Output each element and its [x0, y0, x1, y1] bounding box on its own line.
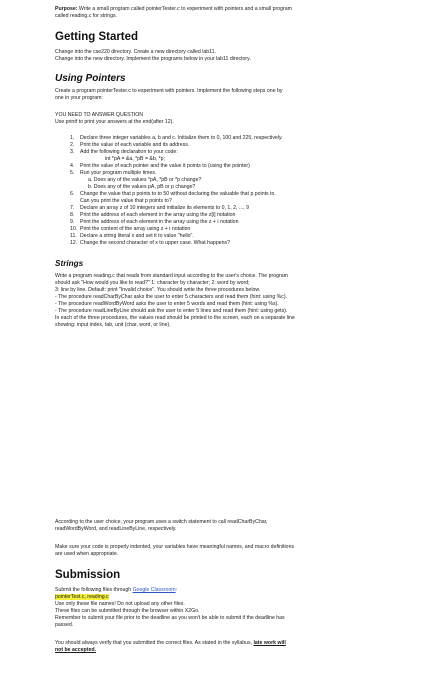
submission-rule-1: Use only these file names! Do not upload any other files. — [55, 601, 185, 607]
strings-line-3: 3: line by line. Default: print "Invalid choice". You should write the three procedures below. — [55, 287, 261, 293]
step-8: 8. Print the address of each element in the array using the z[i] notation — [70, 212, 236, 218]
submission-rule-2: These files can be submitted through the browser within X2Go. — [55, 608, 200, 614]
printf-instruction-line: Use printf to print your answers at the end(after 12). — [55, 119, 174, 125]
step-3: 3. Add the following declaration to your code: — [70, 149, 178, 155]
purpose-label: Purpose: — [55, 6, 78, 12]
step-11: 11. Declare a string literal x and set it to value "hello". — [70, 233, 194, 239]
using-pointers-intro-2: one in your program: — [55, 95, 103, 101]
step-1: 1. Declare three integer variables a, b and c. Initialize them to 0, 100 and 225, respectively. — [70, 135, 283, 141]
getting-started-heading: Getting Started — [55, 31, 139, 43]
submission-heading: Submission — [55, 569, 121, 581]
late-work-warning-2: not be accepted. — [55, 647, 96, 653]
switch-note-line-2: readWordByWord, and readLineByLine, respectively. — [55, 526, 177, 532]
strings-line-4: - The procedure readCharByChar asks the user to enter 5 characters and read them (hint: using %c). — [55, 294, 288, 300]
step-6: 6. Change the value that p points to to 50 without declaring the valuable that p points to. — [70, 191, 276, 197]
purpose-text-1: Write a small program called pointerTester.c to experiment with pointers and a small program — [77, 6, 292, 12]
verify-line-2 — [55, 647, 96, 654]
submission-line: Submit the following files through Google Classroom: — [55, 587, 177, 593]
getting-started-line-2: Change into the new directory. Implement the programs below in your lab11 directory. — [55, 56, 251, 62]
strings-line-8: showing: input index, tab, unit (char, word, or line). — [55, 322, 171, 328]
strings-heading: Strings — [55, 259, 84, 268]
step-6-cont: Can you print the value that p points to? — [80, 198, 172, 204]
verify-line-1: You should always verify that you submitted the correct files. As stated in the syllabus, late work will — [55, 640, 286, 646]
submission-files: pointerTest.c, reading.c — [55, 594, 109, 600]
step-5a: a. Does any of the values *pA, *pB or *p change? — [88, 177, 202, 183]
step-3-code: int *pA = &a, *pB = &b, *p; — [105, 156, 165, 162]
answer-question-line: YOU NEED TO ANSWER QUESTION — [55, 112, 144, 118]
google-classroom-link[interactable]: Google Classroom — [132, 587, 176, 593]
getting-started-line-1: Change into the cse220 directory. Create a new directory called lab11. — [55, 49, 216, 55]
purpose-line-1 — [55, 6, 292, 13]
late-work-warning-1: late work will — [253, 640, 286, 646]
strings-line-7: In each of the three procedures, the values read should be printed to the screen, each on a separate line — [55, 315, 295, 321]
strings-line-1: Write a program reading.c that reads from standard input according to the user's choice. The program — [55, 273, 288, 279]
strings-line-5: - The procedure readWordByWord asks the user to enter 5 words and read them (hint: using %s). — [55, 301, 279, 307]
submission-rule-4: passed. — [55, 622, 74, 628]
strings-line-2: should ask "How would you like to read?" 1: character by character; 2: word by word; — [55, 280, 250, 286]
using-pointers-heading: Using Pointers — [55, 73, 126, 84]
purpose-line-2: called reading.c for strings. — [55, 13, 117, 19]
step-5: 5. Run your program multiple times. — [70, 170, 157, 176]
step-10: 10. Print the content of the array using z + i notation — [70, 226, 191, 232]
switch-note-line-1: According to the user choice, your program uses a switch statement to call readCharByChar, — [55, 519, 268, 525]
indent-note-line-2: are used when appropriate. — [55, 551, 119, 557]
using-pointers-intro-1: Create a program pointerTester.c to experiment with pointers. Implement the following steps one by — [55, 88, 283, 94]
step-4: 4. Print the value of each pointer and the value it points to (using the pointer) — [70, 163, 250, 169]
step-5b: b. Does any of the values pA, pB or p change? — [88, 184, 196, 190]
step-12: 12. Change the second character of x to upper case. What happens? — [70, 240, 230, 246]
submission-rule-3: Remember to submit your file prior to the deadline as you won't be able to submit if the deadline has — [55, 615, 285, 621]
step-9: 9. Print the address of each element in the array using the z + i notation — [70, 219, 239, 225]
strings-line-6: - The procedure readLineByLine should ask the user to enter 5 lines and read them (hint: using gets). — [55, 308, 288, 314]
submission-files-line — [55, 594, 109, 601]
indent-note-line-1: Make sure your code is properly indented, your variables have meaningful names, and macro definitions — [55, 544, 295, 550]
step-7: 7. Declare an array z of 10 integers and initialize its elements to 0, 1, 2, ..., 9 — [70, 205, 249, 211]
step-2: 2. Print the value of each variable and its address. — [70, 142, 190, 148]
